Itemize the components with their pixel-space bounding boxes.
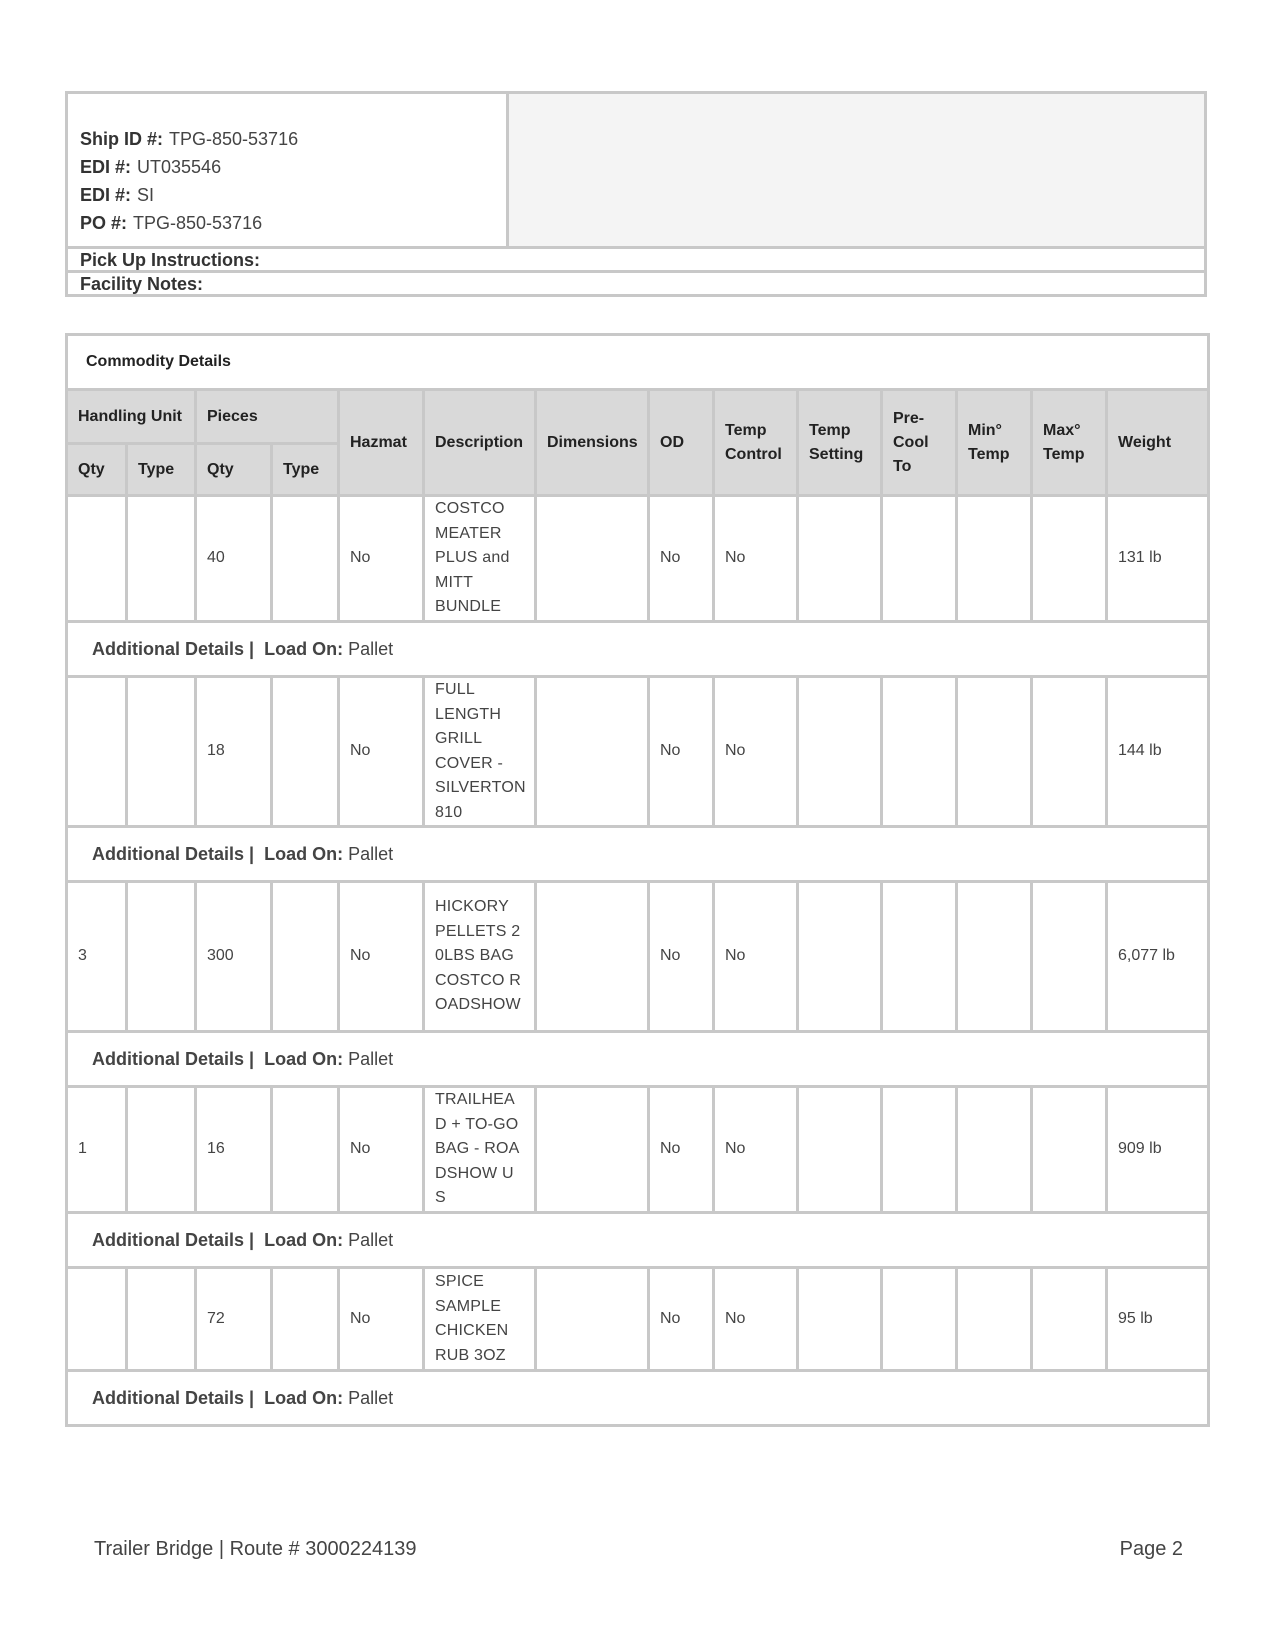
hazmat-cell: No <box>339 1268 424 1371</box>
hazmat-header: Hazmat <box>339 390 424 496</box>
temp-setting-cell <box>798 496 882 622</box>
po-label: PO #: <box>80 213 128 233</box>
min-temp-cell <box>957 1268 1032 1371</box>
min-temp-cell <box>957 496 1032 622</box>
hu-type-cell <box>127 882 196 1032</box>
facility-notes-label: Facility Notes: <box>80 274 204 294</box>
hu-qty-cell <box>67 677 127 827</box>
hu-qty-cell: 3 <box>67 882 127 1032</box>
pre-cool-cell <box>882 677 957 827</box>
table-row <box>67 882 1209 1032</box>
description-cell: SPICE SAMPLE CHICKEN RUB 3OZ <box>424 1268 536 1371</box>
pre-cool-cell <box>882 1087 957 1213</box>
pieces-type-cell <box>272 1087 339 1213</box>
hazmat-cell: No <box>339 677 424 827</box>
max-temp-cell <box>1032 677 1107 827</box>
edi-label-1: EDI #: <box>80 157 132 177</box>
load-on-value: Pallet <box>348 638 394 659</box>
dimensions-cell <box>536 1268 649 1371</box>
shipment-info-blank-panel <box>509 94 1204 246</box>
handling-unit-qty-header: Qty <box>67 444 127 496</box>
pieces-header: Pieces <box>196 390 339 444</box>
min-temp-cell <box>957 1087 1032 1213</box>
commodity-details-title: Commodity Details <box>67 335 1209 390</box>
hu-type-cell <box>127 677 196 827</box>
temp-setting-cell <box>798 1087 882 1213</box>
temp-control-cell: No <box>714 496 798 622</box>
load-on-value: Pallet <box>348 1229 394 1250</box>
additional-details-row <box>67 622 1209 677</box>
hu-type-cell <box>127 1087 196 1213</box>
load-on-label: Load On: <box>264 638 344 659</box>
edi-line-1 <box>80 157 221 178</box>
additional-details-label: Additional Details | <box>92 638 255 659</box>
pickup-instructions-row <box>68 246 1204 270</box>
pre-cool-cell <box>882 496 957 622</box>
pieces-type-cell <box>272 496 339 622</box>
pieces-type-cell <box>272 882 339 1032</box>
od-header: OD <box>649 390 714 496</box>
description-header: Description <box>424 390 536 496</box>
od-cell: No <box>649 1268 714 1371</box>
load-on-label: Load On: <box>264 1048 344 1069</box>
temp-setting-cell <box>798 677 882 827</box>
table-row <box>67 1087 1209 1213</box>
additional-details-cell <box>67 827 1209 882</box>
shipment-ids-panel <box>68 94 509 246</box>
additional-details-label: Additional Details | <box>92 1048 255 1069</box>
pre-cool-cell <box>882 882 957 1032</box>
po-line <box>80 213 262 234</box>
pieces-qty-cell: 72 <box>196 1268 272 1371</box>
weight-cell: 6,077 lb <box>1107 882 1209 1032</box>
additional-details-label: Additional Details | <box>92 1387 255 1408</box>
additional-details-cell <box>67 1032 1209 1087</box>
max-temp-cell <box>1032 1087 1107 1213</box>
temp-setting-header: Temp Setting <box>798 390 882 496</box>
hazmat-cell: No <box>339 1087 424 1213</box>
dimensions-cell <box>536 882 649 1032</box>
edi-line-2 <box>80 185 154 206</box>
dimensions-cell <box>536 496 649 622</box>
shipment-info-box <box>65 91 1207 297</box>
pieces-type-cell <box>272 1268 339 1371</box>
table-row <box>67 496 1209 622</box>
handling-unit-type-header: Type <box>127 444 196 496</box>
additional-details-row <box>67 1032 1209 1087</box>
max-temp-cell <box>1032 882 1107 1032</box>
po-value: TPG-850-53716 <box>133 213 263 233</box>
temp-setting-cell <box>798 882 882 1032</box>
table-row <box>67 1268 1209 1371</box>
edi-label-2: EDI #: <box>80 185 132 205</box>
edi-value-1: UT035546 <box>137 157 222 177</box>
load-on-label: Load On: <box>264 843 344 864</box>
additional-details-cell <box>67 1213 1209 1268</box>
max-temp-cell <box>1032 1268 1107 1371</box>
temp-control-header: Temp Control <box>714 390 798 496</box>
dimensions-cell <box>536 1087 649 1213</box>
description-cell: HICKORY PELLETS 20LBS BAG COSTCO ROADSHOW <box>424 882 536 1032</box>
temp-control-cell: No <box>714 677 798 827</box>
pickup-instructions-label: Pick Up Instructions: <box>80 250 261 270</box>
additional-details-label: Additional Details | <box>92 843 255 864</box>
pieces-qty-cell: 16 <box>196 1087 272 1213</box>
weight-cell: 909 lb <box>1107 1087 1209 1213</box>
min-temp-cell <box>957 882 1032 1032</box>
hu-qty-cell: 1 <box>67 1087 127 1213</box>
hu-type-cell <box>127 1268 196 1371</box>
ship-id-value: TPG-850-53716 <box>169 129 299 149</box>
additional-details-label: Additional Details | <box>92 1229 255 1250</box>
max-temp-cell <box>1032 496 1107 622</box>
temp-control-cell: No <box>714 882 798 1032</box>
load-on-value: Pallet <box>348 1048 394 1069</box>
description-cell: FULL LENGTH GRILL COVER - SILVERTON 810 <box>424 677 536 827</box>
od-cell: No <box>649 677 714 827</box>
pieces-qty-cell: 40 <box>196 496 272 622</box>
od-cell: No <box>649 882 714 1032</box>
load-on-value: Pallet <box>348 843 394 864</box>
hazmat-cell: No <box>339 882 424 1032</box>
pre-cool-cell <box>882 1268 957 1371</box>
weight-cell: 131 lb <box>1107 496 1209 622</box>
temp-control-cell: No <box>714 1268 798 1371</box>
pieces-qty-cell: 300 <box>196 882 272 1032</box>
additional-details-row <box>67 827 1209 882</box>
footer-page-number: Page 2 <box>1119 1538 1183 1560</box>
pieces-qty-cell: 18 <box>196 677 272 827</box>
table-row <box>67 677 1209 827</box>
edi-value-2: SI <box>137 185 155 205</box>
hazmat-cell: No <box>339 496 424 622</box>
ship-id-line <box>80 129 298 150</box>
description-cell: COSTCO MEATER PLUS and MITT BUNDLE <box>424 496 536 622</box>
additional-details-row <box>67 1371 1209 1426</box>
additional-details-row <box>67 1213 1209 1268</box>
temp-setting-cell <box>798 1268 882 1371</box>
od-cell: No <box>649 1087 714 1213</box>
pieces-type-cell <box>272 677 339 827</box>
load-on-label: Load On: <box>264 1387 344 1408</box>
facility-notes-row <box>68 270 1204 294</box>
dimensions-header: Dimensions <box>536 390 649 496</box>
hu-qty-cell <box>67 496 127 622</box>
max-temp-header: Max° Temp <box>1032 390 1107 496</box>
additional-details-cell <box>67 622 1209 677</box>
description-cell: TRAILHEAD + TO-GO BAG - ROADSHOW US <box>424 1087 536 1213</box>
min-temp-header: Min° Temp <box>957 390 1032 496</box>
pieces-qty-header: Qty <box>196 444 272 496</box>
od-cell: No <box>649 496 714 622</box>
commodity-details-table <box>65 333 1210 1427</box>
footer-route: Trailer Bridge | Route # 3000224139 <box>94 1538 417 1560</box>
handling-unit-header: Handling Unit <box>67 390 196 444</box>
hu-qty-cell <box>67 1268 127 1371</box>
dimensions-cell <box>536 677 649 827</box>
weight-header: Weight <box>1107 390 1209 496</box>
weight-cell: 95 lb <box>1107 1268 1209 1371</box>
pre-cool-to-header: Pre-Cool To <box>882 390 957 496</box>
hu-type-cell <box>127 496 196 622</box>
temp-control-cell: No <box>714 1087 798 1213</box>
min-temp-cell <box>957 677 1032 827</box>
load-on-value: Pallet <box>348 1387 394 1408</box>
pieces-type-header: Type <box>272 444 339 496</box>
additional-details-cell <box>67 1371 1209 1426</box>
weight-cell: 144 lb <box>1107 677 1209 827</box>
load-on-label: Load On: <box>264 1229 344 1250</box>
ship-id-label: Ship ID #: <box>80 129 164 149</box>
